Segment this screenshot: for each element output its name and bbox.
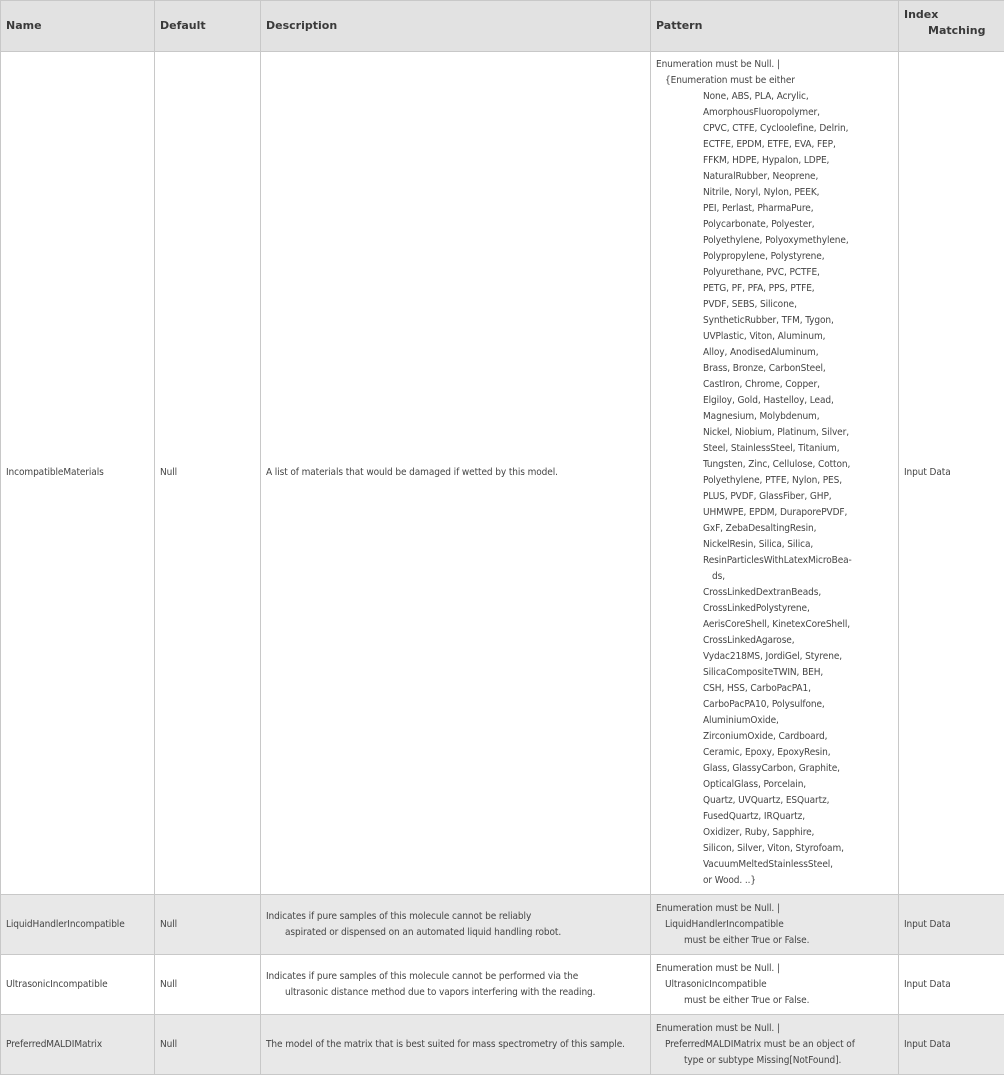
option-index-matching: Input Data (899, 52, 1004, 895)
pattern-enum-line: Polyethylene, PTFE, Nylon, PES, (703, 473, 893, 489)
pattern-enum-line: CSH, HSS, CarboPacPA1, (703, 681, 893, 697)
option-name: UltrasonicIncompatible (1, 955, 155, 1015)
pattern-enum-line: Oxidizer, Ruby, Sapphire, (703, 825, 893, 841)
header-description: Description (261, 1, 651, 52)
pattern-enum-line: FusedQuartz, IRQuartz, (703, 809, 893, 825)
option-description (261, 895, 651, 955)
pattern-line: must be either True or False. (656, 993, 893, 1009)
header-index-line2: Matching (904, 23, 999, 39)
pattern-enum-line: GxF, ZebaDesaltingResin, (703, 521, 893, 537)
pattern-enum-line: Nickel, Niobium, Platinum, Silver, (703, 425, 893, 441)
description-line: Indicates if pure samples of this molecule cannot be reliably (266, 911, 531, 922)
pattern-enum-line: Alloy, AnodisedAluminum, (703, 345, 893, 361)
pattern-enumeration-list (656, 89, 893, 889)
pattern-enum-line: Polypropylene, Polystyrene, (703, 249, 893, 265)
pattern-enum-line: Magnesium, Molybdenum, (703, 409, 893, 425)
pattern-enum-line: Brass, Bronze, CarbonSteel, (703, 361, 893, 377)
pattern-enum-line: CrossLinkedDextranBeads, (703, 585, 893, 601)
pattern-line: type or subtype Missing[NotFound]. (656, 1053, 893, 1069)
pattern-enum-line: None, ABS, PLA, Acrylic, (703, 89, 893, 105)
pattern-enum-line: AerisCoreShell, KinetexCoreShell, (703, 617, 893, 633)
table-row (1, 955, 1004, 1015)
table-row (1, 1015, 1004, 1075)
pattern-enum-line: CrossLinkedPolystyrene, (703, 601, 893, 617)
header-row (1, 1, 1004, 52)
description-line: ultrasonic distance method due to vapors interfering with the reading. (266, 985, 645, 1001)
option-description (261, 955, 651, 1015)
pattern-enum-line: CPVC, CTFE, Cycloolefine, Delrin, (703, 121, 893, 137)
pattern-enum-line: Tungsten, Zinc, Cellulose, Cotton, (703, 457, 893, 473)
table-row (1, 52, 1004, 895)
pattern-enum-line: VacuumMeltedStainlessSteel, (703, 857, 893, 873)
option-index-matching: Input Data (899, 895, 1004, 955)
pattern-enum-line: Ceramic, Epoxy, EpoxyResin, (703, 745, 893, 761)
option-description: A list of materials that would be damaged if wetted by this model. (261, 52, 651, 895)
pattern-enum-line: UHMWPE, EPDM, DuraporePVDF, (703, 505, 893, 521)
option-pattern (651, 1015, 899, 1075)
pattern-enum-line: or Wood. ..} (703, 873, 893, 889)
pattern-line: Enumeration must be Null. | (656, 1021, 893, 1037)
pattern-enum-line: ds, (703, 569, 893, 585)
pattern-line: Enumeration must be Null. | (656, 57, 893, 73)
description-line: Indicates if pure samples of this molecule cannot be performed via the (266, 971, 578, 982)
option-name: PreferredMALDIMatrix (1, 1015, 155, 1075)
header-default: Default (155, 1, 261, 52)
option-pattern (651, 895, 899, 955)
pattern-line: LiquidHandlerIncompatible (656, 917, 893, 933)
option-default: Null (155, 52, 261, 895)
pattern-enum-line: NickelResin, Silica, Silica, (703, 537, 893, 553)
option-name: IncompatibleMaterials (1, 52, 155, 895)
option-default: Null (155, 895, 261, 955)
pattern-line: must be either True or False. (656, 933, 893, 949)
header-index-matching (899, 1, 1004, 52)
pattern-enum-line: CastIron, Chrome, Copper, (703, 377, 893, 393)
option-name: LiquidHandlerIncompatible (1, 895, 155, 955)
pattern-enum-line: Nitrile, Noryl, Nylon, PEEK, (703, 185, 893, 201)
pattern-line: Enumeration must be Null. | (656, 961, 893, 977)
pattern-line: UltrasonicIncompatible (656, 977, 893, 993)
table-row (1, 895, 1004, 955)
pattern-enum-line: Quartz, UVQuartz, ESQuartz, (703, 793, 893, 809)
pattern-line: Enumeration must be Null. | (656, 901, 893, 917)
pattern-enum-line: NaturalRubber, Neoprene, (703, 169, 893, 185)
pattern-enum-line: Elgiloy, Gold, Hastelloy, Lead, (703, 393, 893, 409)
pattern-line: {Enumeration must be either (656, 73, 893, 89)
pattern-enum-line: Vydac218MS, JordiGel, Styrene, (703, 649, 893, 665)
pattern-enum-line: OpticalGlass, Porcelain, (703, 777, 893, 793)
pattern-enum-line: Polyethylene, Polyoxymethylene, (703, 233, 893, 249)
option-default: Null (155, 955, 261, 1015)
pattern-enum-line: Glass, GlassyCarbon, Graphite, (703, 761, 893, 777)
option-description: The model of the matrix that is best suited for mass spectrometry of this sample. (261, 1015, 651, 1075)
option-default: Null (155, 1015, 261, 1075)
pattern-enum-line: Steel, StainlessSteel, Titanium, (703, 441, 893, 457)
pattern-enum-line: PLUS, PVDF, GlassFiber, GHP, (703, 489, 893, 505)
pattern-enum-line: Silicon, Silver, Viton, Styrofoam, (703, 841, 893, 857)
header-index-line1: Index (904, 8, 938, 21)
header-name: Name (1, 1, 155, 52)
option-index-matching: Input Data (899, 1015, 1004, 1075)
pattern-enum-line: AmorphousFluoropolymer, (703, 105, 893, 121)
pattern-enum-line: CrossLinkedAgarose, (703, 633, 893, 649)
pattern-enum-line: PVDF, SEBS, Silicone, (703, 297, 893, 313)
header-pattern: Pattern (651, 1, 899, 52)
pattern-enum-line: Polyurethane, PVC, PCTFE, (703, 265, 893, 281)
pattern-enum-line: ECTFE, EPDM, ETFE, EVA, FEP, (703, 137, 893, 153)
pattern-enum-line: SilicaCompositeTWIN, BEH, (703, 665, 893, 681)
pattern-enum-line: PEI, Perlast, PharmaPure, (703, 201, 893, 217)
pattern-enum-line: ZirconiumOxide, Cardboard, (703, 729, 893, 745)
option-index-matching: Input Data (899, 955, 1004, 1015)
pattern-enum-line: PETG, PF, PFA, PPS, PTFE, (703, 281, 893, 297)
option-pattern (651, 52, 899, 895)
pattern-enum-line: ResinParticlesWithLatexMicroBea- (703, 553, 893, 569)
pattern-enum-line: SyntheticRubber, TFM, Tygon, (703, 313, 893, 329)
description-line: aspirated or dispensed on an automated liquid handling robot. (266, 925, 645, 941)
pattern-enum-line: FFKM, HDPE, Hypalon, LDPE, (703, 153, 893, 169)
option-pattern (651, 955, 899, 1015)
pattern-enum-line: UVPlastic, Viton, Aluminum, (703, 329, 893, 345)
pattern-line: PreferredMALDIMatrix must be an object of (656, 1037, 893, 1053)
pattern-enum-line: CarboPacPA10, Polysulfone, (703, 697, 893, 713)
pattern-enum-line: AluminiumOxide, (703, 713, 893, 729)
pattern-enum-line: Polycarbonate, Polyester, (703, 217, 893, 233)
